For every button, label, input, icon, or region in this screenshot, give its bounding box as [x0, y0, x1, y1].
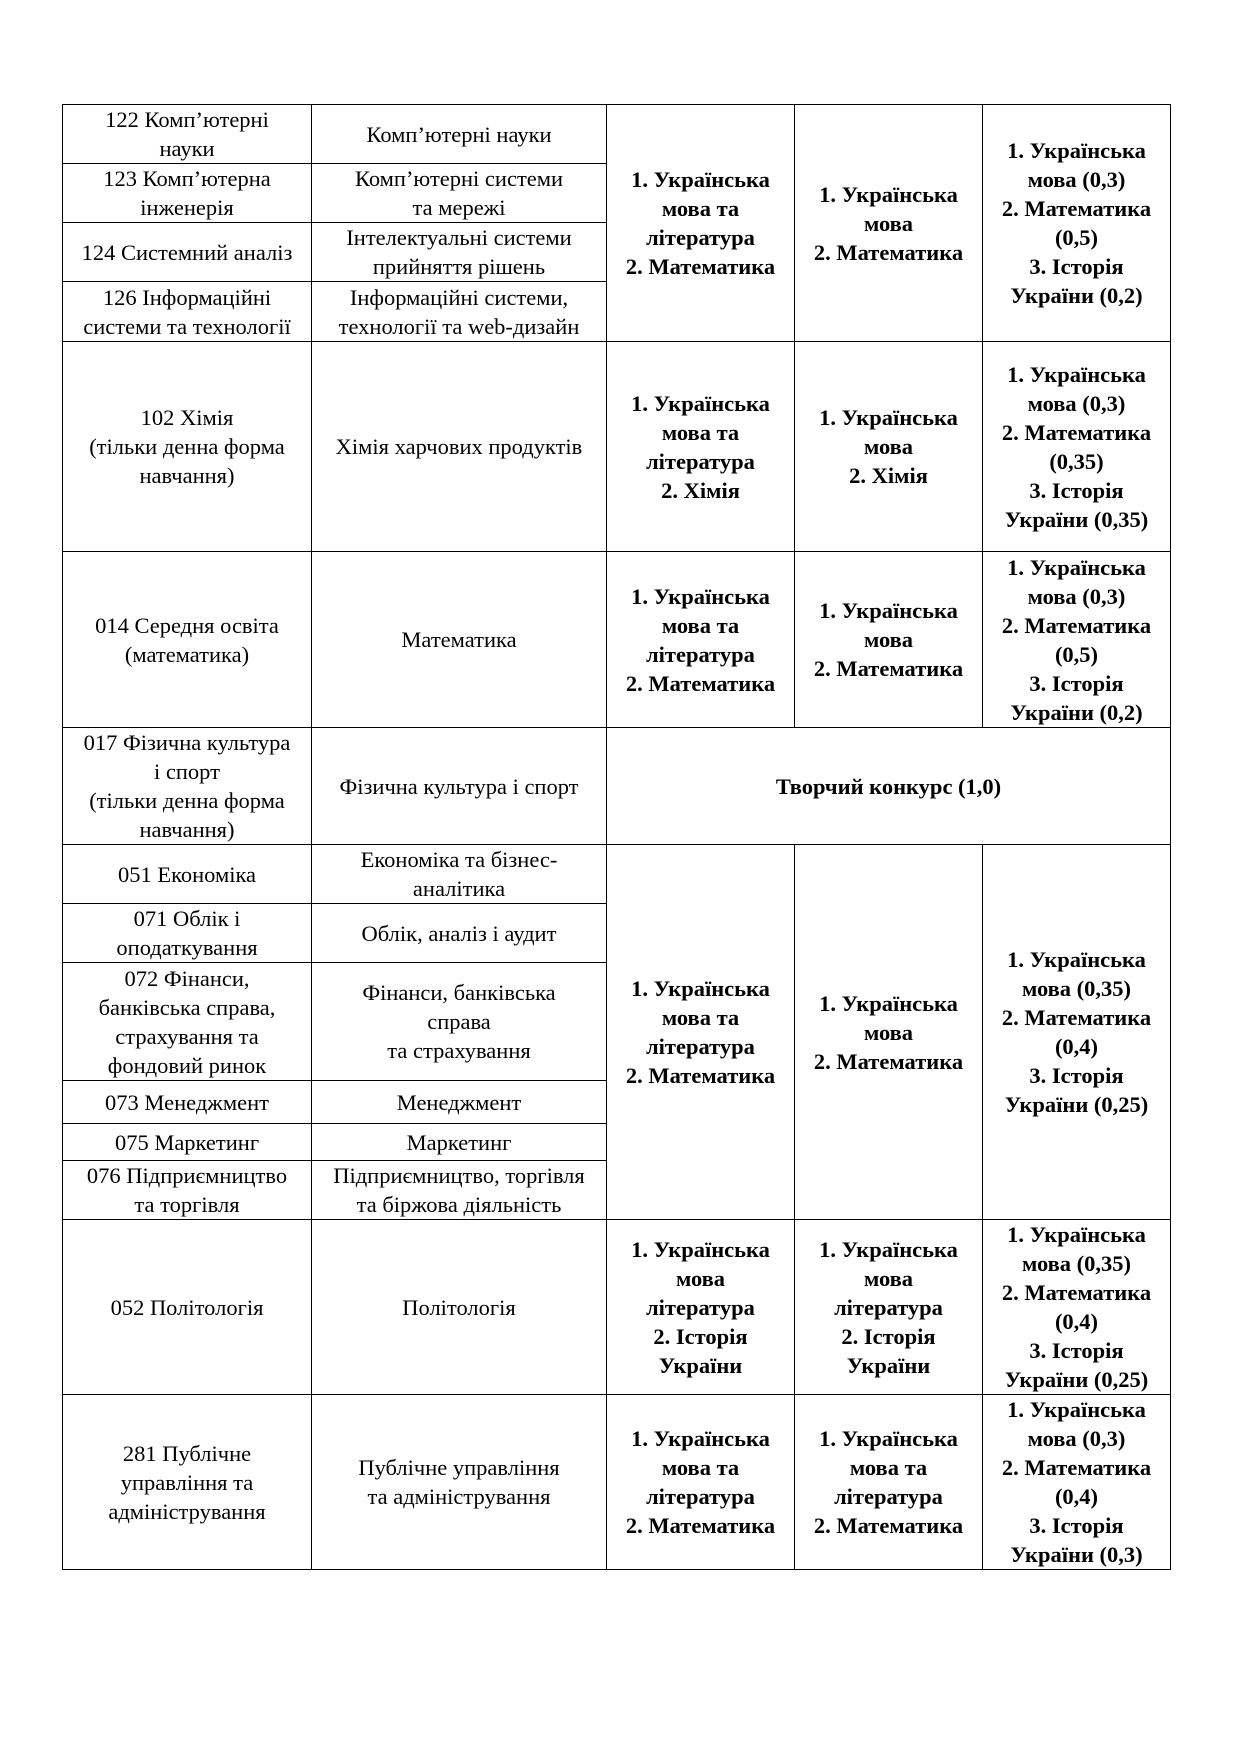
document-page [62, 104, 1171, 1570]
specialty-cell: 281 Публічне управління та адміністрування [63, 1395, 312, 1570]
specialty-cell: 126 Інформаційні системи та технології [63, 282, 312, 342]
program-cell: Фізична культура і спорт [312, 728, 607, 845]
program-cell: Менеджмент [312, 1081, 607, 1124]
subjects-cell: 1. Українська мова 2. Математика [795, 845, 983, 1220]
subjects-cell: 1. Українська мова та література 2. Математика [607, 105, 795, 342]
specialty-cell: 052 Політологія [63, 1220, 312, 1395]
subjects-cell: 1. Українська мова та література 2. Математика [607, 552, 795, 728]
specialty-cell: 073 Менеджмент [63, 1081, 312, 1124]
subjects-cell: 1. Українська мова 2. Хімія [795, 342, 983, 552]
subjects-cell: 1. Українська мова література 2. Історія України [607, 1220, 795, 1395]
specialty-cell: 014 Середня освіта (математика) [63, 552, 312, 728]
program-cell: Інформаційні системи, технології та web-дизайн [312, 282, 607, 342]
specialty-cell: 124 Системний аналіз [63, 223, 312, 282]
specialty-cell: 122 Комп’ютерні науки [63, 105, 312, 164]
program-cell: Фінанси, банківська справа та страхування [312, 963, 607, 1081]
specialty-cell: 102 Хімія (тільки денна форма навчання) [63, 342, 312, 552]
creative-contest-cell: Творчий конкурс (1,0) [607, 728, 1171, 845]
weights-cell: 1. Українська мова (0,3) 2. Математика (0,5) 3. Історія України (0,2) [983, 552, 1171, 728]
program-cell: Економіка та бізнес- аналітика [312, 845, 607, 904]
specialty-cell: 071 Облік і оподаткування [63, 904, 312, 963]
specialty-cell: 123 Комп’ютерна інженерія [63, 164, 312, 223]
specialty-cell: 075 Маркетинг [63, 1124, 312, 1161]
specialty-cell: 076 Підприємництво та торгівля [63, 1161, 312, 1220]
program-cell: Підприємництво, торгівля та біржова діяльність [312, 1161, 607, 1220]
table-row [63, 728, 1171, 845]
program-cell: Інтелектуальні системи прийняття рішень [312, 223, 607, 282]
weights-cell: 1. Українська мова (0,35) 2. Математика (0,4) 3. Історія України (0,25) [983, 1220, 1171, 1395]
subjects-cell: 1. Українська мова 2. Математика [795, 552, 983, 728]
admission-requirements-table [62, 104, 1171, 1570]
weights-cell: 1. Українська мова (0,3) 2. Математика (0,4) 3. Історія України (0,3) [983, 1395, 1171, 1570]
table-row [63, 552, 1171, 728]
table-row [63, 1395, 1171, 1570]
specialty-cell: 017 Фізична культура і спорт (тільки денна форма навчання) [63, 728, 312, 845]
subjects-cell: 1. Українська мова література 2. Історія України [795, 1220, 983, 1395]
table-row [63, 1220, 1171, 1395]
program-cell: Комп’ютерні системи та мережі [312, 164, 607, 223]
subjects-cell: 1. Українська мова 2. Математика [795, 105, 983, 342]
subjects-cell: 1. Українська мова та література 2. Математика [607, 845, 795, 1220]
subjects-cell: 1. Українська мова та література 2. Математика [607, 1395, 795, 1570]
table-row [63, 342, 1171, 552]
subjects-cell: 1. Українська мова та література 2. Математика [795, 1395, 983, 1570]
program-cell: Маркетинг [312, 1124, 607, 1161]
specialty-cell: 072 Фінанси, банківська справа, страхування та фондовий ринок [63, 963, 312, 1081]
weights-cell: 1. Українська мова (0,35) 2. Математика (0,4) 3. Історія України (0,25) [983, 845, 1171, 1220]
weights-cell: 1. Українська мова (0,3) 2. Математика (0,5) 3. Історія України (0,2) [983, 105, 1171, 342]
program-cell: Політологія [312, 1220, 607, 1395]
program-cell: Хімія харчових продуктів [312, 342, 607, 552]
program-cell: Математика [312, 552, 607, 728]
program-cell: Облік, аналіз і аудит [312, 904, 607, 963]
subjects-cell: 1. Українська мова та література 2. Хімія [607, 342, 795, 552]
specialty-cell: 051 Економіка [63, 845, 312, 904]
program-cell: Комп’ютерні науки [312, 105, 607, 164]
weights-cell: 1. Українська мова (0,3) 2. Математика (0,35) 3. Історія України (0,35) [983, 342, 1171, 552]
program-cell: Публічне управління та адміністрування [312, 1395, 607, 1570]
table-row [63, 845, 1171, 904]
table-row [63, 105, 1171, 164]
